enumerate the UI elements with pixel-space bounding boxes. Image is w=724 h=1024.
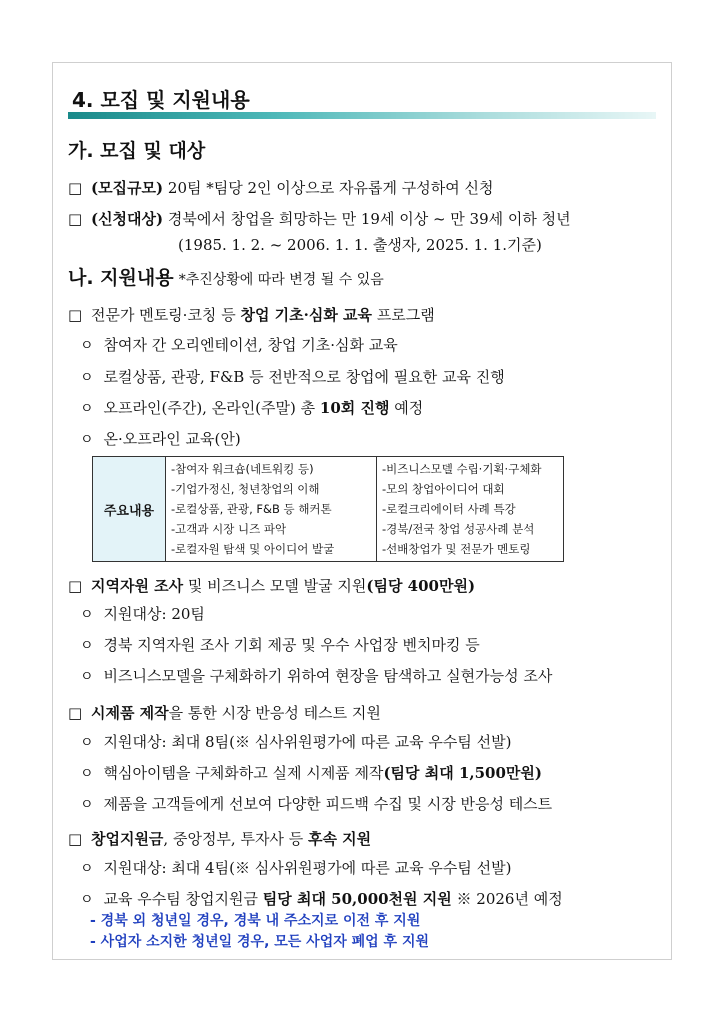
list-item	[80, 603, 205, 624]
checkbox-icon: □	[68, 210, 83, 228]
checkbox-icon: □	[68, 577, 83, 595]
list-item-text: 교육 우수팀 창업지원금	[103, 890, 263, 908]
program-resource-title	[68, 575, 475, 596]
list-item-text: 온·오프라인 교육(안)	[103, 430, 241, 448]
program-resource-amount: (팀당 400만원)	[366, 577, 476, 595]
list-item-text: 오프라인(주간), 온라인(주말) 총	[103, 399, 320, 417]
list-item	[80, 665, 552, 686]
list-item-text: 로컬상품, 관광, F&B 등 전반적으로 창업에 필요한 교육 진행	[103, 368, 505, 386]
eligibility-detail: (1985. 1. 2. ~ 2006. 1. 1. 출생자, 2025. 1. 1.기준)	[178, 236, 542, 254]
list-item	[80, 634, 480, 655]
program-resource-bold: 지역자원 조사	[90, 577, 184, 595]
program-resource-mid: 및 비즈니스 모델 발굴 지원	[183, 577, 367, 595]
list-item-text: 예정	[389, 399, 424, 417]
bullet-icon: ㅇ	[80, 669, 94, 685]
bullet-icon: ㅇ	[80, 401, 94, 417]
program-followup-title	[68, 828, 371, 849]
bullet-icon: ㅇ	[80, 797, 94, 813]
checkbox-icon: □	[68, 306, 83, 324]
table-cell-item: -모의 창업아이디어 대회	[382, 482, 505, 496]
table-cell-item: -로컬자원 탐색 및 아이디어 발굴	[171, 542, 335, 556]
table-cell-item: -경북/전국 창업 성공사례 분석	[382, 522, 535, 536]
list-item	[80, 793, 552, 814]
subheading-recruitment: 가. 모집 및 대상	[68, 140, 206, 162]
bullet-icon: ㅇ	[80, 638, 94, 654]
program-followup-bold2: 후속 지원	[307, 830, 372, 848]
table-cell-item: -로컬상품, 관광, F&B 등 해커톤	[171, 502, 332, 516]
note-relocation: - 경북 외 청년일 경우, 경북 내 주소지로 이전 후 지원	[90, 913, 421, 929]
list-item-text: 비즈니스모델을 구체화하기 위하여 현장을 탐색하고 실현가능성 조사	[103, 667, 553, 685]
list-item	[80, 762, 542, 783]
table-cell-item: -기업가정신, 청년창업의 이해	[171, 482, 320, 496]
list-item	[80, 397, 423, 418]
bullet-icon: ㅇ	[80, 338, 94, 354]
program-prototype-post: 을 통한 시장 반응성 테스트 지원	[168, 704, 381, 722]
table-col-left	[166, 457, 377, 562]
section-title: 4. 모집 및 지원내용	[72, 88, 250, 112]
table-cell-item: -비즈니스모델 수립·기획·구체화	[382, 462, 542, 476]
note-business-closure: - 사업자 소지한 청년일 경우, 모든 사업자 폐업 후 지원	[90, 934, 429, 950]
checkbox-icon: □	[68, 830, 83, 848]
support-heading-note: *추진상황에 따라 변경 될 수 있음	[178, 272, 384, 288]
eligibility-label: (신청대상)	[90, 210, 164, 228]
program-education-bold: 창업 기초·심화 교육	[240, 306, 373, 324]
program-education-post: 프로그램	[372, 306, 435, 324]
list-item	[80, 428, 241, 449]
list-item-text: 지원대상: 최대 8팀(※ 심사위원평가에 따른 교육 우수팀 선발)	[103, 733, 512, 751]
list-item	[80, 366, 505, 387]
list-item-text: 지원대상: 최대 4팀(※ 심사위원평가에 따른 교육 우수팀 선발)	[103, 859, 512, 877]
table-cell-item: -참여자 워크숍(네트워킹 등)	[171, 462, 314, 476]
list-item	[80, 888, 563, 909]
recruit-scale-label: (모집규모)	[90, 179, 164, 197]
subheading-support: 나. 지원내용	[68, 267, 174, 289]
program-education-pre: 전문가 멘토링·코칭 등	[90, 306, 241, 324]
bullet-icon: ㅇ	[80, 766, 94, 782]
bullet-icon: ㅇ	[80, 735, 94, 751]
list-item	[80, 857, 511, 878]
checkbox-icon: □	[68, 179, 83, 197]
recruit-scale-line	[68, 177, 493, 198]
bullet-icon: ㅇ	[80, 892, 94, 908]
list-item-text: 경북 지역자원 조사 기회 제공 및 우수 사업장 벤치마킹 등	[103, 636, 480, 654]
program-prototype-title	[68, 702, 381, 723]
bullet-icon: ㅇ	[80, 607, 94, 623]
bullet-icon: ㅇ	[80, 432, 94, 448]
list-item-text: 핵심아이템을 구체화하고 실제 시제품 제작	[103, 764, 384, 782]
list-item	[80, 334, 398, 355]
list-item-text: 제품을 고객들에게 선보여 다양한 피드백 수집 및 시장 반응성 테스트	[103, 795, 553, 813]
support-heading-line	[68, 263, 384, 290]
recruit-scale-text: 20팀 *팀당 2인 이상으로 자유롭게 구성하여 신청	[167, 179, 494, 197]
list-item-text: ※ 2026년 예정	[451, 890, 563, 908]
table-label-cell: 주요내용	[93, 457, 166, 562]
table-cell-item: -고객과 시장 니즈 파악	[171, 522, 287, 536]
list-item-bold: 팀당 최대 50,000천원 지원	[262, 890, 452, 908]
list-item-text: 참여자 간 오리엔테이션, 창업 기초·심화 교육	[103, 336, 398, 354]
bullet-icon: ㅇ	[80, 861, 94, 877]
table-cell-item: -로컬크리에이터 사례 특강	[382, 502, 516, 516]
eligibility-line	[68, 208, 571, 229]
curriculum-table	[92, 456, 564, 562]
table-cell-item: -선배창업가 및 전문가 멘토링	[382, 542, 531, 556]
list-item	[80, 731, 511, 752]
bullet-icon: ㅇ	[80, 370, 94, 386]
list-item-bold: 10회 진행	[319, 399, 390, 417]
eligibility-text: 경북에서 창업을 희망하는 만 19세 이상 ~ 만 39세 이하 청년	[167, 210, 571, 228]
table-col-right	[377, 457, 564, 562]
list-item-bold: (팀당 최대 1,500만원)	[383, 764, 542, 782]
checkbox-icon: □	[68, 704, 83, 722]
title-underline-bar	[68, 112, 656, 119]
program-followup-bold: 창업지원금	[90, 830, 164, 848]
program-prototype-bold: 시제품 제작	[90, 704, 169, 722]
list-item-text: 지원대상: 20팀	[103, 605, 205, 623]
program-followup-mid: , 중앙정부, 투자사 등	[163, 830, 308, 848]
program-education-title	[68, 304, 435, 325]
